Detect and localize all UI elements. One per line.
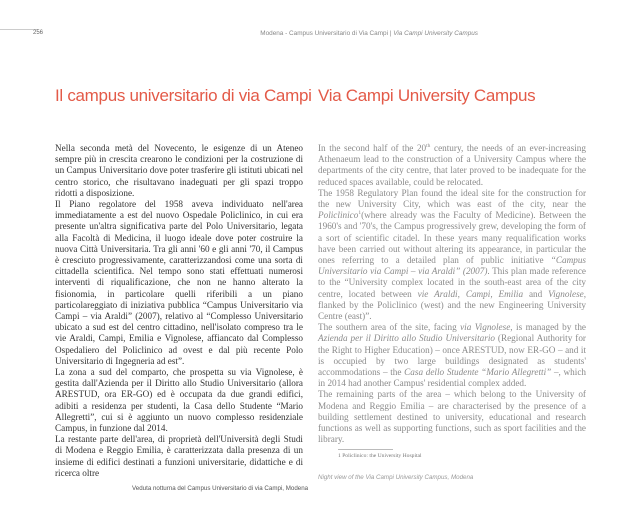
english-caption: Night view of the Via Campi University Campus, Modena — [318, 474, 474, 481]
text: . This plan made reference to the “University complex located in the south-east area of the city centre, located between — [318, 266, 586, 299]
paragraph — [55, 367, 303, 434]
text: The 1958 Regulatory Plan found the ideal site for the construction for the new University City, which was east of the city, near the — [318, 187, 586, 210]
running-header — [260, 30, 478, 37]
text: La zona a sud del comparto, che prospetta su via Vignolese, è gestita dall'Azienda per il Diritto allo Studio Universitario (allora ARESTUD, ora ER-GO) ed è occupata da due grandi edifici, adibiti a residenza per studenti, la Casa dello Studente “Mario Allegretti”, cui si è aggiunto un nuovo complesso residenziale Campus, in funzione dal 2014. — [55, 367, 303, 434]
english-title: Via Campi University Campus — [318, 86, 536, 105]
paragraph — [318, 143, 586, 188]
text: , flanked by the Policlinico (west) and the new Engineering University Centre (east)”. — [318, 288, 587, 322]
superscript: th — [426, 142, 431, 149]
text: Nella seconda metà del Novecento, le esigenze di un Ateneo sempre più in crescita crearono le condizioni per la costruzione di un Campus Universitario dove poter trasferire gli istituti ubicati nel centro storico, che risultavano inadeguati per gli spazi troppo ridotti a disposizione. — [55, 143, 303, 198]
italic-text: Casa dello Studente “Mario Allegretti” — [404, 367, 552, 378]
footnote-rule — [338, 449, 393, 450]
paragraph — [318, 188, 586, 322]
paragraph — [55, 143, 303, 199]
text: , is managed by the — [510, 322, 586, 333]
paragraph — [55, 199, 303, 367]
text: and — [523, 288, 549, 299]
english-body-text — [318, 143, 586, 445]
text: (where already was the Faculty of Medicine). Between the 1960's and '70's, the Campus progressively grew, developing the form of a sort of scientific citadel. In these years many requalification works have been carried out without altering its appearance, in particular the ones referring to a detailed plan of public initiative — [318, 210, 586, 266]
italic-text: Vignolese — [548, 288, 584, 299]
italic-text: Policlinico — [318, 210, 359, 221]
paragraph — [318, 389, 586, 445]
superscript: 1 — [358, 210, 362, 217]
text: Il Piano regolatore del 1958 aveva individuato nell'area immediatamente a est del nuovo Ospedale Policlinico, in cui era presente un'altra significativa parte del Polo Universitario, legata alla Facoltà di Medicina, il luogo ideale dove poter costruire la nuova Città Universitaria. Tra gli anni '60 e gli anni '70, il Campus è cresciuto progressivamente, caratterizzandosi come una sorta di cittadella scientifica. Nel tempo sono stati effettuati numerosi interventi di riqualificazione, che non ne hanno alterato la fisionomia, in particolare quelli riferibili a un piano particolareggiato di iniziativa pubblica “Campus Universitario via Campi – via Araldi” (2007), relativo al “Complesso Universitario ubicato a sud est del centro cittadino, nell'isolato compreso tra le vie Araldi, Campi, Emilia e Vignolese, affiancato dal Complesso Ospedaliero del Policlinico ad ovest e dal più recente Polo Universitario di Ingegneria ad est”. — [55, 199, 303, 366]
italic-text: “Campus Universitario via Campi – via Araldi” (2007) — [318, 255, 586, 277]
footnote: 1 Policlinico: the University Hospital — [338, 453, 422, 459]
text: La restante parte dell'area, di proprietà dell'Università degli Studi di Modena e Reggio Emilia, è caratterizzata dalla presenza di un insieme di edifici destinati a funzioni universitarie, didattiche e di ricerca oltre — [55, 434, 303, 478]
italic-text: Azienda per il Diritto allo Studio Universitario — [318, 333, 495, 344]
text: century, the needs of an ever-increasing Athenaeum lead to the construction of a University Campus where the departments of the city centre, that later proved to be inadequate for the reduced spaces available, could be relocated. — [318, 143, 586, 187]
text: In the second half of the 20 — [318, 143, 427, 153]
text: (Regional Authority for the Right to Higher Education) – once ARESTUD, now ER-GO – and it is occupied by two large buildings designated as students' accommodations – the — [318, 333, 586, 378]
italian-title: Il campus universitario di via Campi — [55, 86, 312, 105]
italian-caption: Veduta notturna del Campus Universitario di via Campi, Modena — [132, 485, 309, 492]
text: The southern area of the site, facing — [318, 322, 461, 333]
italic-text: via Vignolese — [460, 322, 511, 333]
running-title-en: Via Campi University Campus — [393, 30, 478, 37]
paragraph — [55, 434, 303, 479]
running-title-it: Modena - Campus Universitario di Via Campi | — [260, 30, 394, 37]
text: –, which in 2014 had another Campus' residential complex added. — [318, 367, 586, 389]
italian-body-text — [55, 143, 303, 479]
paragraph — [318, 322, 586, 389]
text: The remaining parts of the area – which belong to the University of Modena and Reggio Emilia – are characterised by the presence of a building settlement destined to university, educational and research functions as well as supporting functions, such as sport facilities and the library. — [318, 389, 586, 445]
page-number: 256 — [33, 30, 44, 36]
italic-text: vie Araldi, Campi, Emilia — [417, 288, 524, 299]
